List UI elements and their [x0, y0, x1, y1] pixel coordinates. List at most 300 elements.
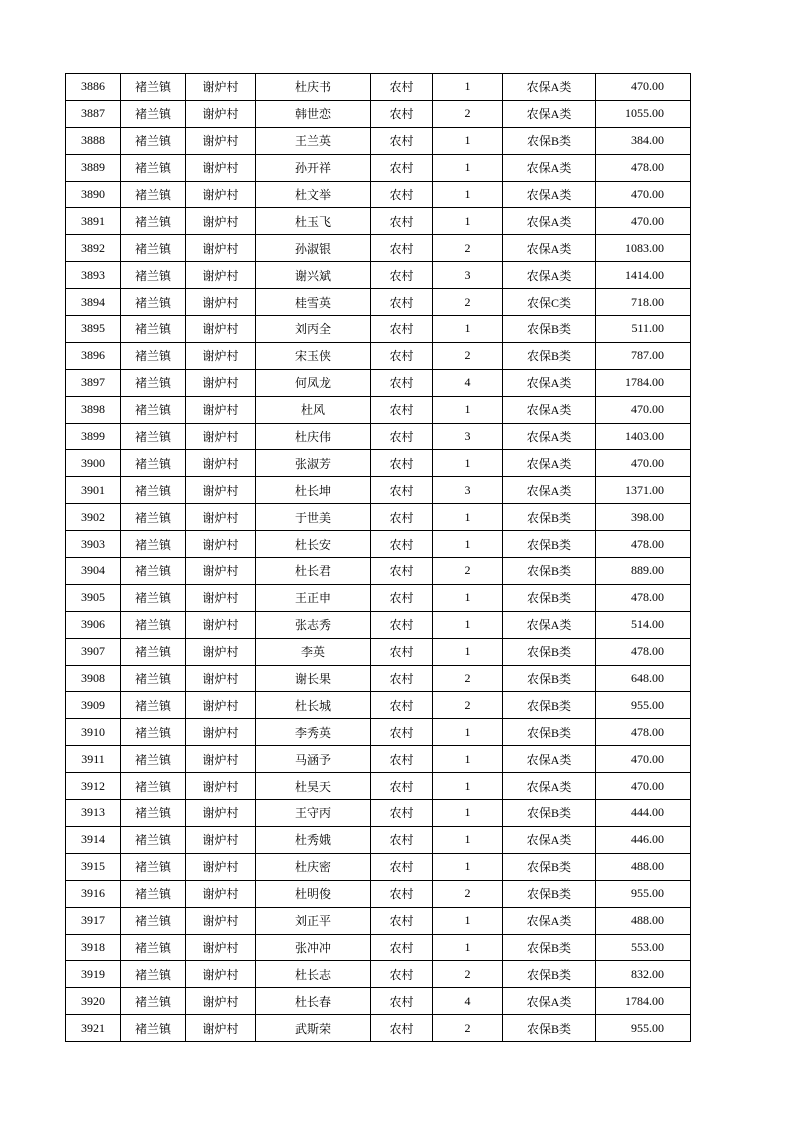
amount-cell: 1371.00: [596, 477, 691, 504]
insurance-category-cell: 农保A类: [503, 826, 596, 853]
serial-number-cell: 3898: [66, 396, 121, 423]
village-cell: 谢炉村: [186, 396, 256, 423]
area-type-cell: 农村: [371, 934, 433, 961]
village-cell: 谢炉村: [186, 127, 256, 154]
town-cell: 褚兰镇: [121, 342, 186, 369]
person-count-cell: 1: [433, 208, 503, 235]
person-count-cell: 1: [433, 853, 503, 880]
area-type-cell: 农村: [371, 961, 433, 988]
table-row: [66, 934, 691, 961]
insurance-category-cell: 农保B类: [503, 638, 596, 665]
insurance-category-cell: 农保A类: [503, 181, 596, 208]
village-cell: 谢炉村: [186, 853, 256, 880]
area-type-cell: 农村: [371, 584, 433, 611]
town-cell: 褚兰镇: [121, 961, 186, 988]
table-row: [66, 665, 691, 692]
insurance-category-cell: 农保A类: [503, 423, 596, 450]
table-row: [66, 235, 691, 262]
village-cell: 谢炉村: [186, 504, 256, 531]
serial-number-cell: 3893: [66, 262, 121, 289]
town-cell: 褚兰镇: [121, 826, 186, 853]
amount-cell: 488.00: [596, 853, 691, 880]
person-count-cell: 4: [433, 369, 503, 396]
amount-cell: 514.00: [596, 611, 691, 638]
insurance-category-cell: 农保A类: [503, 369, 596, 396]
area-type-cell: 农村: [371, 988, 433, 1015]
amount-cell: 444.00: [596, 800, 691, 827]
person-count-cell: 2: [433, 880, 503, 907]
insurance-category-cell: 农保B类: [503, 880, 596, 907]
area-type-cell: 农村: [371, 907, 433, 934]
insurance-category-cell: 农保B类: [503, 665, 596, 692]
amount-cell: 478.00: [596, 638, 691, 665]
insurance-category-cell: 农保A类: [503, 154, 596, 181]
amount-cell: 398.00: [596, 504, 691, 531]
amount-cell: 1055.00: [596, 100, 691, 127]
person-count-cell: 1: [433, 746, 503, 773]
serial-number-cell: 3910: [66, 719, 121, 746]
town-cell: 褚兰镇: [121, 100, 186, 127]
area-type-cell: 农村: [371, 531, 433, 558]
town-cell: 褚兰镇: [121, 208, 186, 235]
table-row: [66, 208, 691, 235]
amount-cell: 470.00: [596, 74, 691, 101]
village-cell: 谢炉村: [186, 181, 256, 208]
person-count-cell: 2: [433, 100, 503, 127]
amount-cell: 832.00: [596, 961, 691, 988]
person-name-cell: 孙淑银: [256, 235, 371, 262]
table-row: [66, 611, 691, 638]
table-row: [66, 638, 691, 665]
person-count-cell: 1: [433, 127, 503, 154]
town-cell: 褚兰镇: [121, 692, 186, 719]
village-cell: 谢炉村: [186, 154, 256, 181]
person-count-cell: 1: [433, 719, 503, 746]
person-name-cell: 杜长君: [256, 558, 371, 585]
amount-cell: 478.00: [596, 719, 691, 746]
serial-number-cell: 3888: [66, 127, 121, 154]
person-name-cell: 杜长坤: [256, 477, 371, 504]
table-row: [66, 558, 691, 585]
insurance-category-cell: 农保B类: [503, 1015, 596, 1042]
area-type-cell: 农村: [371, 773, 433, 800]
person-name-cell: 谢兴斌: [256, 262, 371, 289]
village-cell: 谢炉村: [186, 74, 256, 101]
serial-number-cell: 3887: [66, 100, 121, 127]
person-name-cell: 刘丙全: [256, 316, 371, 343]
village-cell: 谢炉村: [186, 800, 256, 827]
person-count-cell: 1: [433, 800, 503, 827]
town-cell: 褚兰镇: [121, 880, 186, 907]
town-cell: 褚兰镇: [121, 1015, 186, 1042]
town-cell: 褚兰镇: [121, 584, 186, 611]
person-count-cell: 1: [433, 907, 503, 934]
serial-number-cell: 3920: [66, 988, 121, 1015]
serial-number-cell: 3919: [66, 961, 121, 988]
person-count-cell: 2: [433, 289, 503, 316]
village-cell: 谢炉村: [186, 907, 256, 934]
amount-cell: 446.00: [596, 826, 691, 853]
benefits-table: [65, 73, 691, 1042]
person-count-cell: 1: [433, 584, 503, 611]
serial-number-cell: 3897: [66, 369, 121, 396]
amount-cell: 648.00: [596, 665, 691, 692]
town-cell: 褚兰镇: [121, 289, 186, 316]
amount-cell: 718.00: [596, 289, 691, 316]
town-cell: 褚兰镇: [121, 611, 186, 638]
person-name-cell: 张志秀: [256, 611, 371, 638]
area-type-cell: 农村: [371, 880, 433, 907]
area-type-cell: 农村: [371, 611, 433, 638]
person-count-cell: 1: [433, 611, 503, 638]
amount-cell: 488.00: [596, 907, 691, 934]
area-type-cell: 农村: [371, 369, 433, 396]
insurance-category-cell: 农保A类: [503, 100, 596, 127]
amount-cell: 478.00: [596, 531, 691, 558]
amount-cell: 955.00: [596, 1015, 691, 1042]
serial-number-cell: 3918: [66, 934, 121, 961]
insurance-category-cell: 农保A类: [503, 773, 596, 800]
person-name-cell: 刘正平: [256, 907, 371, 934]
area-type-cell: 农村: [371, 154, 433, 181]
serial-number-cell: 3889: [66, 154, 121, 181]
area-type-cell: 农村: [371, 558, 433, 585]
person-name-cell: 桂雪英: [256, 289, 371, 316]
area-type-cell: 农村: [371, 289, 433, 316]
person-count-cell: 1: [433, 74, 503, 101]
person-name-cell: 杜庆伟: [256, 423, 371, 450]
table-row: [66, 1015, 691, 1042]
table-row: [66, 988, 691, 1015]
person-count-cell: 1: [433, 826, 503, 853]
village-cell: 谢炉村: [186, 450, 256, 477]
person-name-cell: 杜长春: [256, 988, 371, 1015]
town-cell: 褚兰镇: [121, 154, 186, 181]
area-type-cell: 农村: [371, 477, 433, 504]
town-cell: 褚兰镇: [121, 988, 186, 1015]
area-type-cell: 农村: [371, 450, 433, 477]
table-row: [66, 692, 691, 719]
amount-cell: 470.00: [596, 181, 691, 208]
person-count-cell: 2: [433, 665, 503, 692]
amount-cell: 889.00: [596, 558, 691, 585]
amount-cell: 1784.00: [596, 369, 691, 396]
serial-number-cell: 3915: [66, 853, 121, 880]
insurance-category-cell: 农保C类: [503, 289, 596, 316]
insurance-category-cell: 农保B类: [503, 692, 596, 719]
serial-number-cell: 3909: [66, 692, 121, 719]
serial-number-cell: 3901: [66, 477, 121, 504]
amount-cell: 470.00: [596, 773, 691, 800]
person-count-cell: 1: [433, 450, 503, 477]
table-row: [66, 880, 691, 907]
person-name-cell: 何凤龙: [256, 369, 371, 396]
village-cell: 谢炉村: [186, 531, 256, 558]
insurance-category-cell: 农保A类: [503, 988, 596, 1015]
table-row: [66, 316, 691, 343]
village-cell: 谢炉村: [186, 316, 256, 343]
serial-number-cell: 3908: [66, 665, 121, 692]
serial-number-cell: 3900: [66, 450, 121, 477]
person-count-cell: 1: [433, 531, 503, 558]
person-count-cell: 2: [433, 961, 503, 988]
person-name-cell: 张冲冲: [256, 934, 371, 961]
village-cell: 谢炉村: [186, 558, 256, 585]
person-name-cell: 宋玉侠: [256, 342, 371, 369]
person-name-cell: 于世美: [256, 504, 371, 531]
amount-cell: 470.00: [596, 450, 691, 477]
serial-number-cell: 3916: [66, 880, 121, 907]
insurance-category-cell: 农保B类: [503, 531, 596, 558]
town-cell: 褚兰镇: [121, 907, 186, 934]
area-type-cell: 农村: [371, 342, 433, 369]
area-type-cell: 农村: [371, 208, 433, 235]
area-type-cell: 农村: [371, 665, 433, 692]
person-count-cell: 1: [433, 504, 503, 531]
insurance-category-cell: 农保B类: [503, 719, 596, 746]
table-row: [66, 127, 691, 154]
person-name-cell: 杜明俊: [256, 880, 371, 907]
person-count-cell: 1: [433, 638, 503, 665]
area-type-cell: 农村: [371, 127, 433, 154]
table-row: [66, 907, 691, 934]
person-count-cell: 1: [433, 934, 503, 961]
table-row: [66, 773, 691, 800]
town-cell: 褚兰镇: [121, 396, 186, 423]
amount-cell: 478.00: [596, 584, 691, 611]
town-cell: 褚兰镇: [121, 800, 186, 827]
village-cell: 谢炉村: [186, 961, 256, 988]
town-cell: 褚兰镇: [121, 531, 186, 558]
area-type-cell: 农村: [371, 826, 433, 853]
table-body: [66, 74, 691, 1042]
amount-cell: 1403.00: [596, 423, 691, 450]
person-name-cell: 王正申: [256, 584, 371, 611]
table-row: [66, 719, 691, 746]
serial-number-cell: 3906: [66, 611, 121, 638]
person-name-cell: 李英: [256, 638, 371, 665]
person-count-cell: 1: [433, 316, 503, 343]
serial-number-cell: 3907: [66, 638, 121, 665]
area-type-cell: 农村: [371, 396, 433, 423]
amount-cell: 384.00: [596, 127, 691, 154]
person-count-cell: 1: [433, 773, 503, 800]
table-row: [66, 369, 691, 396]
insurance-category-cell: 农保A类: [503, 611, 596, 638]
person-name-cell: 马涵予: [256, 746, 371, 773]
town-cell: 褚兰镇: [121, 504, 186, 531]
person-name-cell: 孙开祥: [256, 154, 371, 181]
town-cell: 褚兰镇: [121, 181, 186, 208]
amount-cell: 511.00: [596, 316, 691, 343]
insurance-category-cell: 农保A类: [503, 235, 596, 262]
person-count-cell: 2: [433, 1015, 503, 1042]
town-cell: 褚兰镇: [121, 450, 186, 477]
insurance-category-cell: 农保A类: [503, 450, 596, 477]
serial-number-cell: 3905: [66, 584, 121, 611]
insurance-category-cell: 农保A类: [503, 208, 596, 235]
town-cell: 褚兰镇: [121, 127, 186, 154]
serial-number-cell: 3904: [66, 558, 121, 585]
town-cell: 褚兰镇: [121, 665, 186, 692]
serial-number-cell: 3892: [66, 235, 121, 262]
town-cell: 褚兰镇: [121, 477, 186, 504]
serial-number-cell: 3912: [66, 773, 121, 800]
amount-cell: 553.00: [596, 934, 691, 961]
serial-number-cell: 3896: [66, 342, 121, 369]
amount-cell: 470.00: [596, 208, 691, 235]
person-name-cell: 杜昊天: [256, 773, 371, 800]
area-type-cell: 农村: [371, 235, 433, 262]
document-page: [65, 73, 691, 1042]
area-type-cell: 农村: [371, 504, 433, 531]
person-name-cell: 杜长城: [256, 692, 371, 719]
amount-cell: 787.00: [596, 342, 691, 369]
village-cell: 谢炉村: [186, 262, 256, 289]
serial-number-cell: 3902: [66, 504, 121, 531]
town-cell: 褚兰镇: [121, 773, 186, 800]
table-row: [66, 423, 691, 450]
village-cell: 谢炉村: [186, 692, 256, 719]
person-name-cell: 杜长安: [256, 531, 371, 558]
table-row: [66, 289, 691, 316]
area-type-cell: 农村: [371, 74, 433, 101]
town-cell: 褚兰镇: [121, 74, 186, 101]
village-cell: 谢炉村: [186, 638, 256, 665]
serial-number-cell: 3899: [66, 423, 121, 450]
serial-number-cell: 3894: [66, 289, 121, 316]
village-cell: 谢炉村: [186, 342, 256, 369]
insurance-category-cell: 农保B类: [503, 584, 596, 611]
person-name-cell: 杜秀娥: [256, 826, 371, 853]
town-cell: 褚兰镇: [121, 746, 186, 773]
person-name-cell: 谢长果: [256, 665, 371, 692]
table-row: [66, 396, 691, 423]
village-cell: 谢炉村: [186, 719, 256, 746]
person-count-cell: 4: [433, 988, 503, 1015]
person-count-cell: 2: [433, 692, 503, 719]
village-cell: 谢炉村: [186, 423, 256, 450]
area-type-cell: 农村: [371, 638, 433, 665]
table-row: [66, 826, 691, 853]
amount-cell: 478.00: [596, 154, 691, 181]
amount-cell: 1083.00: [596, 235, 691, 262]
table-row: [66, 531, 691, 558]
person-name-cell: 杜庆书: [256, 74, 371, 101]
table-row: [66, 262, 691, 289]
table-row: [66, 504, 691, 531]
serial-number-cell: 3895: [66, 316, 121, 343]
insurance-category-cell: 农保A类: [503, 907, 596, 934]
serial-number-cell: 3913: [66, 800, 121, 827]
village-cell: 谢炉村: [186, 235, 256, 262]
area-type-cell: 农村: [371, 181, 433, 208]
town-cell: 褚兰镇: [121, 853, 186, 880]
area-type-cell: 农村: [371, 692, 433, 719]
village-cell: 谢炉村: [186, 100, 256, 127]
insurance-category-cell: 农保B类: [503, 127, 596, 154]
serial-number-cell: 3914: [66, 826, 121, 853]
table-row: [66, 800, 691, 827]
area-type-cell: 农村: [371, 800, 433, 827]
village-cell: 谢炉村: [186, 773, 256, 800]
person-name-cell: 王兰英: [256, 127, 371, 154]
insurance-category-cell: 农保B类: [503, 316, 596, 343]
table-row: [66, 74, 691, 101]
amount-cell: 470.00: [596, 396, 691, 423]
town-cell: 褚兰镇: [121, 235, 186, 262]
village-cell: 谢炉村: [186, 880, 256, 907]
person-name-cell: 杜长志: [256, 961, 371, 988]
amount-cell: 470.00: [596, 746, 691, 773]
insurance-category-cell: 农保B类: [503, 342, 596, 369]
table-row: [66, 477, 691, 504]
insurance-category-cell: 农保A类: [503, 477, 596, 504]
insurance-category-cell: 农保A类: [503, 746, 596, 773]
insurance-category-cell: 农保A类: [503, 262, 596, 289]
person-name-cell: 杜风: [256, 396, 371, 423]
insurance-category-cell: 农保A类: [503, 74, 596, 101]
area-type-cell: 农村: [371, 262, 433, 289]
village-cell: 谢炉村: [186, 988, 256, 1015]
table-row: [66, 181, 691, 208]
person-count-cell: 3: [433, 262, 503, 289]
area-type-cell: 农村: [371, 1015, 433, 1042]
table-row: [66, 961, 691, 988]
person-name-cell: 杜庆密: [256, 853, 371, 880]
town-cell: 褚兰镇: [121, 638, 186, 665]
village-cell: 谢炉村: [186, 665, 256, 692]
table-row: [66, 584, 691, 611]
insurance-category-cell: 农保B类: [503, 504, 596, 531]
village-cell: 谢炉村: [186, 611, 256, 638]
village-cell: 谢炉村: [186, 289, 256, 316]
person-name-cell: 杜玉飞: [256, 208, 371, 235]
town-cell: 褚兰镇: [121, 934, 186, 961]
village-cell: 谢炉村: [186, 477, 256, 504]
person-count-cell: 2: [433, 558, 503, 585]
town-cell: 褚兰镇: [121, 369, 186, 396]
table-row: [66, 746, 691, 773]
person-count-cell: 3: [433, 477, 503, 504]
table-row: [66, 154, 691, 181]
serial-number-cell: 3891: [66, 208, 121, 235]
town-cell: 褚兰镇: [121, 423, 186, 450]
amount-cell: 1414.00: [596, 262, 691, 289]
area-type-cell: 农村: [371, 423, 433, 450]
person-count-cell: 1: [433, 154, 503, 181]
insurance-category-cell: 农保B类: [503, 800, 596, 827]
town-cell: 褚兰镇: [121, 262, 186, 289]
town-cell: 褚兰镇: [121, 719, 186, 746]
amount-cell: 955.00: [596, 880, 691, 907]
insurance-category-cell: 农保B类: [503, 558, 596, 585]
amount-cell: 955.00: [596, 692, 691, 719]
town-cell: 褚兰镇: [121, 316, 186, 343]
table-row: [66, 342, 691, 369]
area-type-cell: 农村: [371, 853, 433, 880]
village-cell: 谢炉村: [186, 746, 256, 773]
person-name-cell: 张淑芳: [256, 450, 371, 477]
amount-cell: 1784.00: [596, 988, 691, 1015]
area-type-cell: 农村: [371, 100, 433, 127]
person-name-cell: 王守丙: [256, 800, 371, 827]
person-count-cell: 2: [433, 342, 503, 369]
table-row: [66, 100, 691, 127]
table-row: [66, 450, 691, 477]
serial-number-cell: 3917: [66, 907, 121, 934]
person-count-cell: 1: [433, 181, 503, 208]
